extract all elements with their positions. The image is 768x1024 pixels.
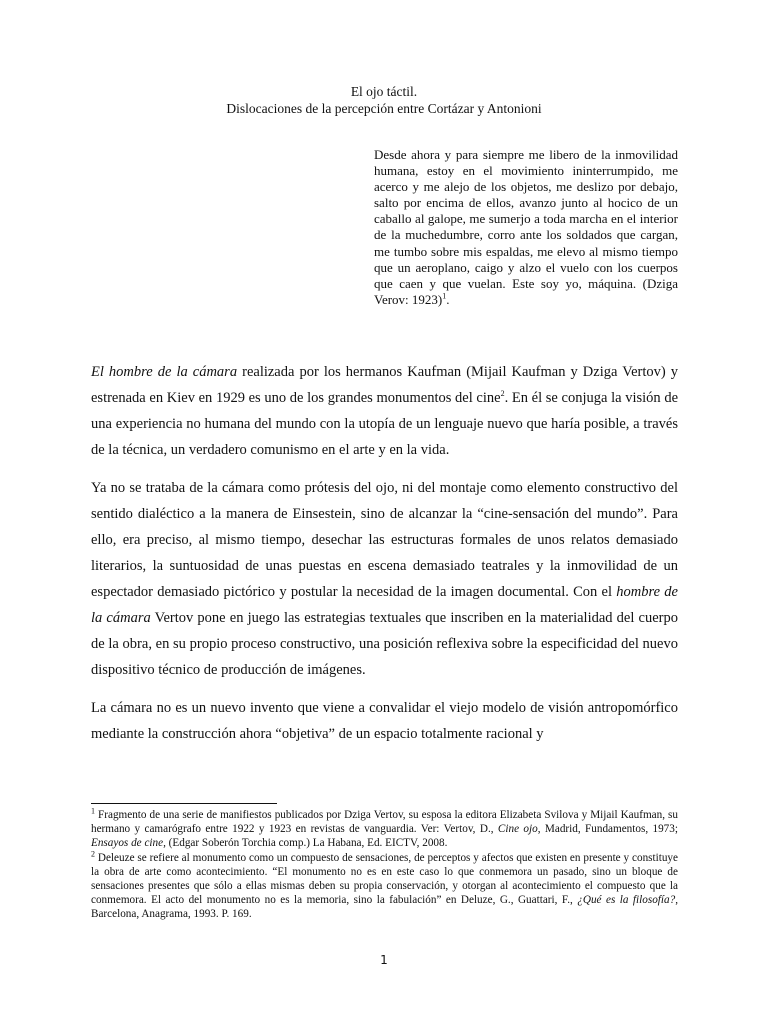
title-line-2: Dislocaciones de la percepción entre Cortázar y Antonioni (226, 101, 542, 116)
title-line-1: El ojo táctil. (350, 84, 418, 99)
footnote-1-text-b: , Madrid, Fundamentos, 1973; (537, 823, 678, 836)
footnote-1-italic-b: Ensayos de cine, (91, 837, 169, 850)
footnote-2-text-b: , Barcelona, Anagrama, 1993. P. 169. (91, 894, 678, 921)
document-title (0, 83, 768, 117)
footnote-separator (91, 803, 277, 804)
footnote-1 (91, 808, 678, 851)
paragraph-1 (91, 359, 678, 463)
film-title-italic-2: hombre de la cámara (91, 584, 678, 626)
footnote-2-text-a: Deleuze se refiere al monumento como un compuesto de sensaciones, de perceptos y afectos que existen en presente y constituye la obra de arte como acontecimiento. “El monumento no es en este caso lo que conmemora un pasado, sino un bloque de sensaciones presentes que sólo a ellas mismas deben su propia conservación, y otorgan al acontecimiento el compuesto que la conmemora. El acto del monumento no es la memoria, sino la fabulación” en Deluze, G., Guattari, F., (91, 851, 678, 907)
body-text (91, 359, 678, 759)
paragraph-1-text-b: . En él se conjuga la visión de una experiencia no humana del mundo con la utopía de un lenguaje nuevo que haría posible, a través de la técnica, un verdadero comunismo en el arte y en la vida. (91, 390, 678, 458)
footnote-2-italic: ¿Qué es la filosofía? (577, 894, 676, 907)
film-title-italic: El hombre de la cámara (91, 364, 238, 380)
footnote-2 (91, 848, 678, 922)
footnote-2-number: 2 (91, 848, 95, 858)
epigraph-text: Desde ahora y para siempre me libero de la inmovilidad humana, estoy en el movimiento ininterrumpido, me acerco y me alejo de los objetos, me deslizo por debajo, salto por encima de ellos, avanzo junto al hocico de un caballo al galope, me sumerjo a toda marcha en el interior de la muchedumbre, corro ante los soldados que cargan, me tumbo sobre mis espaldas, me elevo al mismo tiempo que un aeroplano, caigo y alzo el vuelo con los cuerpos que caen y que vuelan. Este soy yo, máquina. (Dziga Verov: 1923) (374, 147, 678, 307)
footnote-1-italic-a: Cine ojo (497, 823, 538, 836)
footnote-1-number: 1 (91, 806, 95, 816)
footnote-1-text-a: Fragmento de una serie de manifiestos publicados por Dziga Vertov, su esposa la editora Elizabeta Svilova y Mijail Kaufman, su hermano y camarógrafo entre 1922 y 1923 en revistas de vanguardia. Ver: Vertov, D., (91, 809, 678, 836)
footnote-ref-1[interactable]: 1 (442, 291, 447, 301)
paragraph-2-text-a: Ya no se trataba de la cámara como prótesis del ojo, ni del montaje como elemento constructivo del sentido dialéctico a la manera de Einsestein, sino de alcanzar la “cine-sensación del mundo”. Para ello, era preciso, al mismo tiempo, desechar las estructuras formales de unos relatos demasiado literarios, la suntuosidad de unas puestas en escena demasiado teatrales y la inmovilidad de un espectador demasiado pictórico y postular la necesidad de la imagen documental. Con el (91, 480, 678, 600)
paragraph-1-text-a: realizada por los hermanos Kaufman (Mijail Kaufman y Dziga Vertov) y estrenada en Kiev en 1929 es uno de los grandes monumentos del cine (91, 364, 678, 406)
footnote-1-text-c: (Edgar Soberón Torchia comp.) La Habana, Ed. EICTV, 2008. (168, 837, 448, 850)
epigraph-quote (374, 147, 678, 308)
paragraph-2 (91, 475, 678, 683)
paragraph-3: La cámara no es un nuevo invento que viene a convalidar el viejo modelo de visión antropomórfico mediante la construcción ahora “objetiva” de un espacio totalmente racional y (91, 700, 678, 742)
footnote-ref-2[interactable]: 2 (500, 389, 505, 399)
footnotes (91, 808, 678, 922)
page-number: 1 (380, 953, 388, 967)
paragraph-2-text-b: Vertov pone en juego las estrategias textuales que inscriben en la materialidad del cuerpo de la obra, en su propio proceso constructivo, una posición reflexiva sobre la especificidad del nuevo dispositivo técnico de producción de imágenes. (91, 610, 678, 678)
epigraph-end: . (446, 291, 450, 307)
